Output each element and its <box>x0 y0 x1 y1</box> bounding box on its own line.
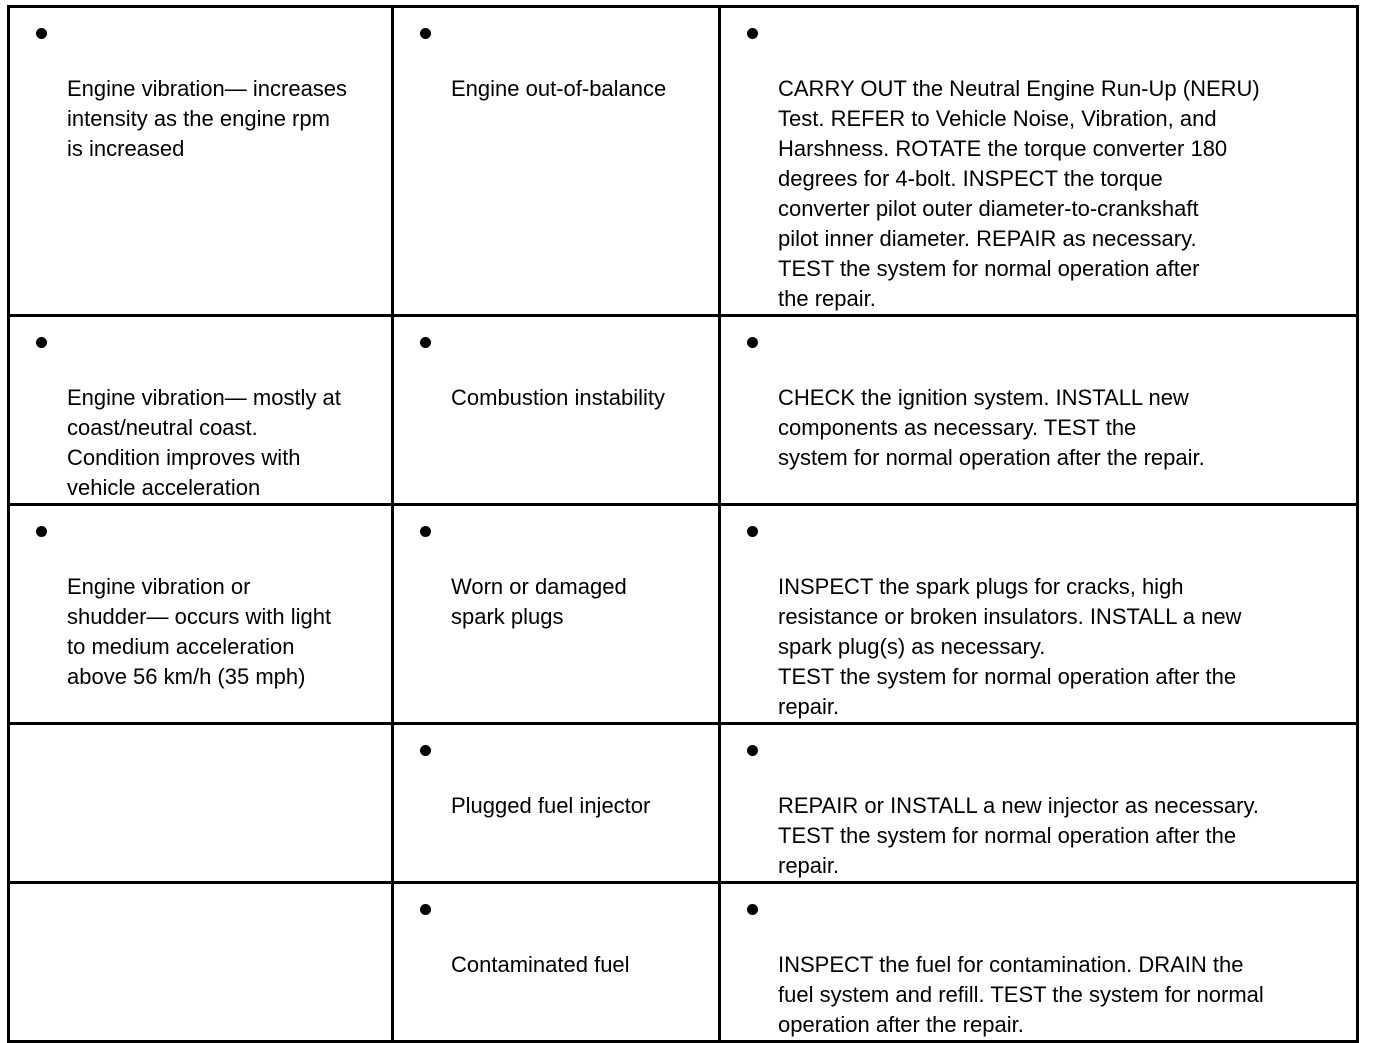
cause-cell <box>393 505 720 724</box>
symptom-cell <box>9 7 393 316</box>
action-cell <box>720 7 1358 316</box>
cause-text: Contaminated fuel <box>451 952 630 977</box>
table-row <box>9 316 1358 505</box>
bullet-icon <box>420 337 431 348</box>
cause-text: Worn or damaged spark plugs <box>451 574 627 629</box>
action-cell <box>720 883 1358 1042</box>
cause-item <box>394 725 718 821</box>
symptom-text: Engine vibration— increases intensity as the engine rpm is increased <box>67 76 348 161</box>
cause-item <box>394 506 718 632</box>
bullet-icon <box>747 526 758 537</box>
cause-cell <box>393 316 720 505</box>
bullet-icon <box>747 904 758 915</box>
cause-item <box>394 884 718 980</box>
action-item <box>721 725 1356 881</box>
cause-item <box>394 317 718 413</box>
bullet-icon <box>36 526 47 537</box>
cause-text: Combustion instability <box>451 385 665 410</box>
cause-cell <box>393 7 720 316</box>
action-item <box>721 506 1356 722</box>
bullet-icon <box>420 904 431 915</box>
symptom-item <box>10 8 391 164</box>
cause-text: Engine out-of-balance <box>451 76 667 101</box>
action-text: INSPECT the fuel for contamination. DRAIN the fuel system and refill. TEST the system for normal operation after the repair. <box>778 952 1264 1037</box>
bullet-icon <box>747 28 758 39</box>
symptom-item <box>10 317 391 503</box>
diagnosis-table <box>7 5 1359 1043</box>
symptom-text: Engine vibration— mostly at coast/neutral coast. Condition improves with vehicle acceleration <box>67 385 341 500</box>
table-row <box>9 724 1358 883</box>
symptom-item <box>10 506 391 692</box>
bullet-icon <box>747 745 758 756</box>
action-text: CHECK the ignition system. INSTALL new components as necessary. TEST the system for normal operation after the repair. <box>778 385 1205 470</box>
bullet-icon <box>420 28 431 39</box>
table-row <box>9 505 1358 724</box>
cause-item <box>394 8 718 104</box>
bullet-icon <box>420 745 431 756</box>
action-cell <box>720 316 1358 505</box>
bullet-icon <box>36 337 47 348</box>
table-row <box>9 883 1358 1042</box>
cause-cell <box>393 883 720 1042</box>
action-item <box>721 317 1356 473</box>
table-row <box>9 7 1358 316</box>
symptom-cell <box>9 316 393 505</box>
action-cell <box>720 505 1358 724</box>
symptom-cell-empty <box>9 724 393 883</box>
bullet-icon <box>747 337 758 348</box>
action-cell <box>720 724 1358 883</box>
symptom-text: Engine vibration or shudder— occurs with light to medium acceleration above 56 km/h (35 mph) <box>67 574 332 689</box>
action-text: INSPECT the spark plugs for cracks, high resistance or broken insulators. INSTALL a new spark plug(s) as necessary. TEST the system for normal operation after the repair. <box>778 574 1242 719</box>
bullet-icon <box>420 526 431 537</box>
symptom-cell-empty <box>9 883 393 1042</box>
cause-text: Plugged fuel injector <box>451 793 651 818</box>
action-text: CARRY OUT the Neutral Engine Run-Up (NERU) Test. REFER to Vehicle Noise, Vibration, and Harshness. ROTATE the torque converter 180 degrees for 4-bolt. INSPECT the torque converter pilot outer diameter-to-crankshaft pilot inner diameter. REPAIR as necessary. TEST the system for normal operation after the repair. <box>778 76 1260 311</box>
action-item <box>721 8 1356 314</box>
action-text: REPAIR or INSTALL a new injector as necessary. TEST the system for normal operation after the repair. <box>778 793 1259 878</box>
cause-cell <box>393 724 720 883</box>
action-item <box>721 884 1356 1040</box>
bullet-icon <box>36 28 47 39</box>
symptom-cell <box>9 505 393 724</box>
